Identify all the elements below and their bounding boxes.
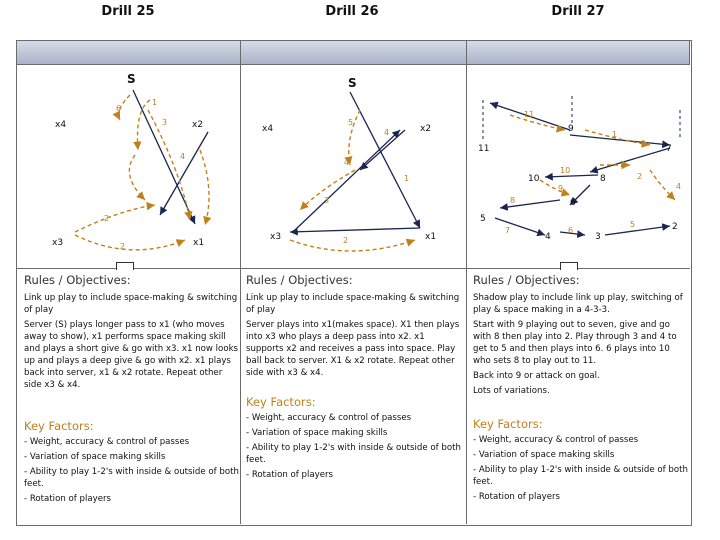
step-number: 4	[180, 152, 186, 161]
step-number: 3	[162, 118, 168, 127]
step-number: 8	[510, 196, 516, 205]
player-label: x2	[420, 124, 432, 134]
key-factor: - Ability to play 1-2's with inside & outside of both feet.	[473, 465, 688, 487]
key-factor: - Variation of space making skills	[24, 452, 166, 462]
step-number: 6	[116, 104, 122, 113]
position-label: 4	[545, 232, 551, 242]
step-number: 9	[558, 184, 564, 193]
step-number: 2	[104, 214, 110, 223]
drill-25-notes	[24, 274, 239, 508]
player-label: x4	[55, 120, 67, 130]
rules-text: Shadow play to include link up play, switching of play & space making in a 4-3-3.	[473, 293, 683, 315]
rules-text: Back into 9 or attack on goal.	[473, 371, 600, 381]
key-factor: - Ability to play 1-2's with inside & outside of both feet.	[24, 467, 239, 489]
position-label: 11	[478, 144, 490, 154]
step-number: 10	[560, 166, 571, 175]
position-label: 8	[600, 174, 606, 184]
step-number: 1	[404, 174, 410, 183]
step-number: 4	[676, 182, 682, 191]
drill-26-notes	[246, 274, 461, 484]
position-label: 2	[672, 222, 678, 232]
key-factor: - Variation of space making skills	[473, 450, 615, 460]
drill-26-title: Drill 26	[325, 4, 379, 19]
step-number: 1	[152, 98, 158, 107]
position-label: 6	[570, 198, 576, 208]
server-label: S	[348, 76, 357, 90]
step-number: 5	[630, 220, 636, 229]
rules-text: Start with 9 playing out to seven, give and go with 8 then play into 2. Play through 3 and 4 to get to 5 and then plays into 6. 6 plays into 10 who sets 8 to play out to 11.	[473, 320, 677, 366]
drill-27-title: Drill 27	[551, 4, 605, 19]
key-factors-heading: Key Factors:	[473, 417, 543, 431]
rules-heading: Rules / Objectives:	[246, 273, 353, 287]
position-label: 10	[528, 174, 540, 184]
key-factor: - Rotation of players	[246, 470, 334, 480]
key-factor: - Weight, accuracy & control of passes	[24, 437, 190, 447]
player-label: x1	[193, 238, 205, 248]
rules-text: Server plays into x1(makes space). X1 then plays into x3 who plays a deep pass into x2. x1 supports x2 and receives a pass into space. Play ball back to server. X1 & x2 rotate. Repeat other side with x3 & x4.	[246, 320, 460, 378]
position-label: 9	[568, 124, 574, 134]
server-label: S	[127, 72, 136, 86]
key-factor: - Rotation of players	[24, 494, 112, 504]
key-factor: - Weight, accuracy & control of passes	[246, 413, 412, 423]
player-label: x3	[52, 238, 64, 248]
step-number: 2	[120, 242, 126, 251]
key-factor: - Rotation of players	[473, 492, 561, 502]
step-number: 2	[343, 236, 349, 245]
player-label: x1	[425, 232, 437, 242]
key-factor: - Variation of space making skills	[246, 428, 388, 438]
step-number: 2	[620, 160, 626, 169]
step-number: 4	[344, 158, 350, 167]
key-factors-heading: Key Factors:	[246, 395, 316, 409]
step-number: 7	[505, 226, 511, 235]
player-label: x4	[262, 124, 274, 134]
position-label: 5	[480, 214, 486, 224]
key-factor: - Weight, accuracy & control of passes	[473, 435, 639, 445]
key-factor: - Ability to play 1-2's with inside & outside of both feet.	[246, 443, 461, 465]
rules-heading: Rules / Objectives:	[473, 273, 580, 287]
position-label: 1	[612, 130, 618, 139]
position-label: 3	[595, 232, 601, 242]
step-number: 11	[524, 110, 535, 119]
position-label: 2	[637, 172, 643, 181]
step-number: 5	[348, 118, 354, 127]
rules-text: Link up play to include space-making & switching of play	[24, 293, 238, 315]
rules-text: Link up play to include space-making & switching of play	[246, 293, 460, 315]
position-label: 7	[666, 144, 672, 154]
rules-text: Lots of variations.	[473, 386, 550, 396]
player-label: x2	[192, 120, 204, 130]
key-factors-heading: Key Factors:	[24, 419, 94, 433]
step-number: 6	[568, 226, 574, 235]
step-number: 4	[384, 128, 390, 137]
rules-text: Server (S) plays longer pass to x1 (who moves away to show), x1 performs space making skill and plays a short give & go with x3. x1 now looks up and plays a deep give & go with x2. x1 plays back into server, x1 & x2 rotate. Repeat other side x3 & x4.	[24, 320, 239, 390]
player-label: x3	[270, 232, 282, 242]
drill-27-notes	[473, 274, 688, 506]
rules-heading: Rules / Objectives:	[24, 273, 131, 287]
step-number: 3	[324, 196, 330, 205]
drill-25-title: Drill 25	[101, 4, 155, 19]
